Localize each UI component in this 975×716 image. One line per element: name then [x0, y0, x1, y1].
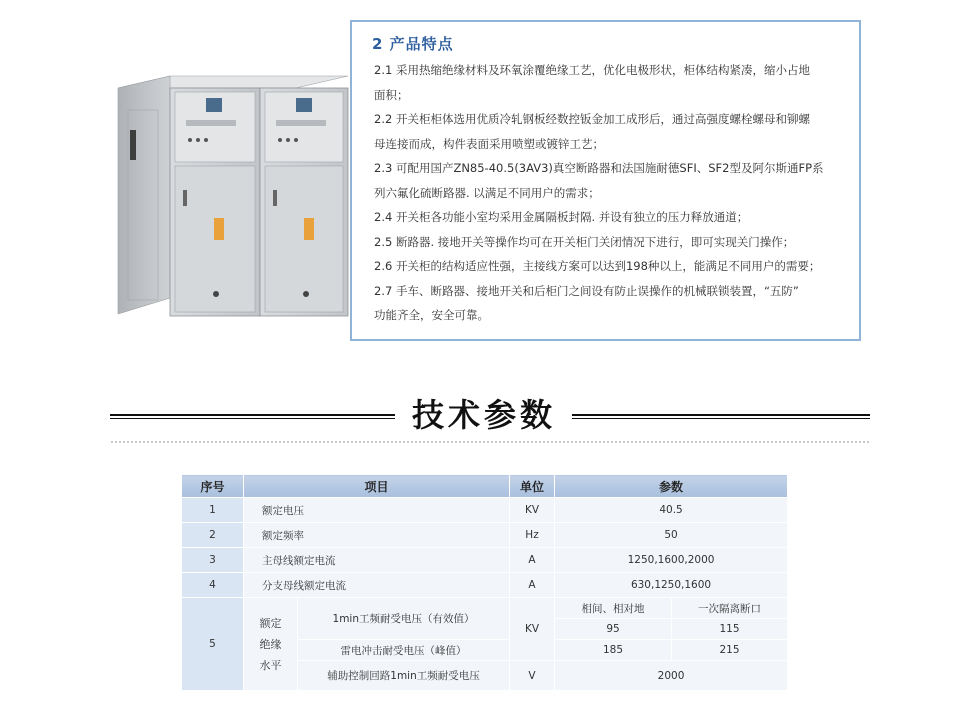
- header-param: 参数: [555, 475, 788, 498]
- features-title: 2 产品特点: [372, 35, 454, 53]
- unit-kv: KV: [510, 598, 555, 661]
- insulation-label-1: 额定: [259, 616, 282, 630]
- insulation-label-2: 绝缘: [259, 637, 282, 651]
- header-unit: 单位: [510, 475, 555, 498]
- table-row: [182, 523, 788, 548]
- row-value: 50: [555, 523, 788, 548]
- row-value: 1250,1600,2000: [555, 548, 788, 573]
- row-item: 主母线额定电流: [244, 548, 510, 573]
- feature-line: 母连接而成，构件表面采用喷塑或镀锌工艺；: [374, 136, 604, 151]
- row-item: 额定频率: [244, 523, 510, 548]
- feature-line: 2.6 开关柜的结构适应性强，主接线方案可以达到198种以上，能满足不同用户的需要；: [374, 259, 821, 273]
- row-no: 2: [182, 523, 244, 548]
- row-value: 40.5: [555, 498, 788, 523]
- aux-circuit-withstand: 辅助控制回路1min工频耐受电压: [298, 661, 510, 691]
- insulation-label-3: 水平: [259, 658, 282, 672]
- power-frequency-withstand: 1min工频耐受电压（有效值）: [298, 598, 510, 640]
- row-no: 5: [182, 598, 244, 691]
- insulation-level-label: [244, 598, 298, 691]
- feature-line: 2.4 开关柜各功能小室均采用金属隔板封隔. 并设有独立的压力释放通道；: [374, 210, 749, 224]
- feature-line: 面积；: [374, 87, 409, 102]
- product-features-panel: [350, 20, 861, 341]
- table-row: [182, 548, 788, 573]
- row-no: 3: [182, 548, 244, 573]
- aux-value: 2000: [555, 661, 788, 691]
- table-row: [182, 498, 788, 523]
- row-unit: A: [510, 548, 555, 573]
- feature-line: 功能齐全，安全可靠。: [374, 308, 489, 322]
- heading-rule-right: [572, 414, 870, 419]
- features-list: [374, 58, 852, 328]
- lightning-impulse-withstand: 雷电冲击耐受电压（峰值）: [298, 640, 510, 661]
- section-heading: [110, 390, 870, 434]
- row-item: 额定电压: [244, 498, 510, 523]
- row-unit: KV: [510, 498, 555, 523]
- section-title: 技术参数: [411, 396, 556, 434]
- row-value: 630,1250,1600: [555, 573, 788, 598]
- unit-v: V: [510, 661, 555, 691]
- feature-line: 2.1 采用热缩绝缘材料及环氧涂覆绝缘工艺，优化电极形状，柜体结构紧凑，缩小占地: [374, 63, 810, 77]
- parameter-table: [181, 474, 788, 691]
- row-unit: Hz: [510, 523, 555, 548]
- col-phase-to-phase: 相间、相对地: [555, 598, 672, 619]
- table-header-row: [182, 475, 788, 498]
- feature-line: 2.5 断路器. 接地开关等操作均可在开关柜门关闭情况下进行，即可实现关门操作；: [374, 234, 795, 249]
- row-no: 4: [182, 573, 244, 598]
- row-no: 1: [182, 498, 244, 523]
- table-row: [182, 598, 788, 619]
- feature-line: 2.3 可配用国产ZN85-40.5(3AV3)真空断路器和法国施耐德SFI、SF2型及阿尔斯通FP系: [374, 161, 824, 175]
- feature-line: 2.7 手车、断路器、接地开关和后柜门之间设有防止误操作的机械联锁装置，“五防”: [374, 283, 799, 298]
- pf-phase-value: 95: [555, 619, 672, 640]
- dotted-divider: [110, 440, 870, 444]
- row-item: 分支母线额定电流: [244, 573, 510, 598]
- col-isolating-break: 一次隔离断口: [672, 598, 788, 619]
- feature-line: 列六氟化硫断路器. 以满足不同用户的需求；: [374, 185, 600, 200]
- pf-break-value: 115: [672, 619, 788, 640]
- header-no: 序号: [182, 475, 244, 498]
- li-phase-value: 185: [555, 640, 672, 661]
- switchgear-cabinet-image: [110, 70, 350, 320]
- heading-rule-left: [110, 414, 395, 419]
- header-item: 项目: [244, 475, 510, 498]
- li-break-value: 215: [672, 640, 788, 661]
- table-row: [182, 573, 788, 598]
- row-unit: A: [510, 573, 555, 598]
- feature-line: 2.2 开关柜柜体选用优质冷轧钢板经数控钣金加工成形后，通过高强度螺栓螺母和铆螺: [374, 112, 810, 126]
